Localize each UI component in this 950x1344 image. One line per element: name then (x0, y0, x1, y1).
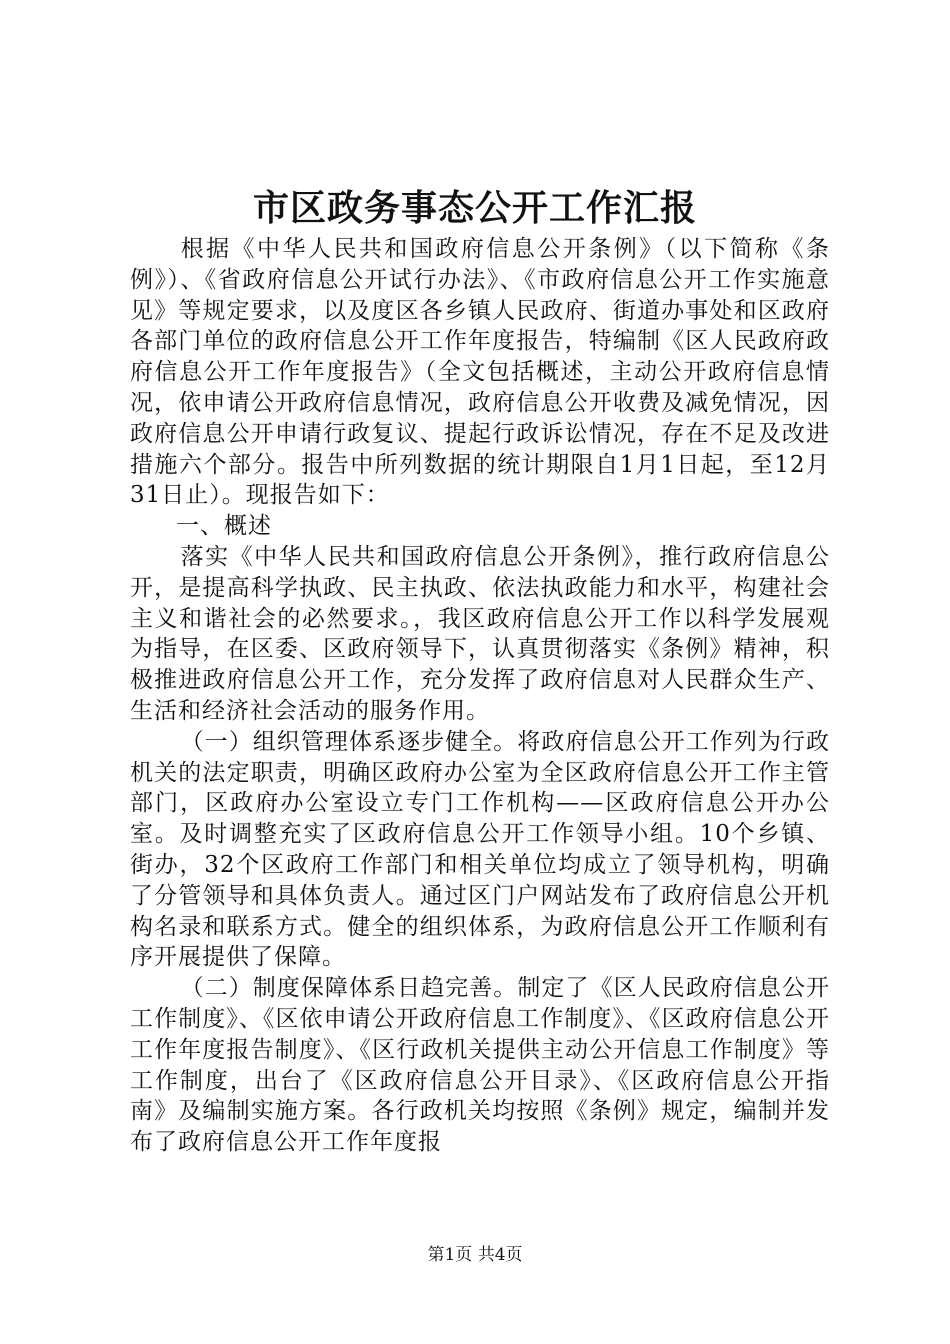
page-number-footer: 第1页 共4页 (427, 1245, 523, 1265)
paragraph-overview: 落实《中华人民共和国政府信息公开条例》，推行政府信息公开，是提高科学执政、民主执政、依法执政能力和水平，构建社会主义和谐社会的必然要求。，我区政府信息公开工作以科学发展观为指导，在区委、区政府领导下，认真贯彻落实《条例》精神，积极推进政府信息公开工作，充分发挥了政府信息对人民群众生产、生活和经济社会活动的服务作用。 (130, 543, 830, 724)
paragraph-organization: （一）组织管理体系逐步健全。将政府信息公开工作列为行政机关的法定职责，明确区政府办公室为全区政府信息公开工作主管部门，区政府办公室设立专门工作机构——区政府信息公开办公室。及时调整充实了区政府信息公开工作领导小组。10个乡镇、街办，32个区政府工作部门和相关单位均成立了领导机构，明确了分管领导和具体负责人。通过区门户网站发布了政府信息公开机构名录和联系方式。健全的组织体系，为政府信息公开工作顺利有序开展提供了保障。 (130, 728, 830, 971)
document-title: 市区政务事态公开工作汇报 (252, 187, 697, 229)
paragraph-intro: 根据《中华人民共和国政府信息公开条例》（以下简称《条例》）、《省政府信息公开试行办法》、《市政府信息公开工作实施意见》等规定要求，以及度区各乡镇人民政府、街道办事处和区政府各部门单位的政府信息公开工作年度报告，特编制《区人民政府政府信息公开工作年度报告》（全文包括概述，主动公开政府信息情况，依申请公开政府信息情况，政府信息公开收费及减免情况，因政府信息公开申请行政复议、提起行政诉讼情况，存在不足及改进措施六个部分。报告中所列数据的统计期限自1月1日起，至12月31日止）。现报告如下： (130, 236, 830, 509)
section-heading-overview: 一、概述 (176, 513, 272, 540)
document-body (130, 234, 830, 1158)
paragraph-institutional: （二）制度保障体系日趋完善。制定了《区人民政府信息公开工作制度》、《区依申请公开政府信息工作制度》、《区政府信息公开工作年度报告制度》、《区行政机关提供主动公开信息工作制度》等工作制度，出台了《区政府信息公开目录》、《区政府信息公开指南》及编制实施方案。各行政机关均按照《条例》规定，编制并发布了政府信息公开工作年度报 (130, 975, 830, 1156)
